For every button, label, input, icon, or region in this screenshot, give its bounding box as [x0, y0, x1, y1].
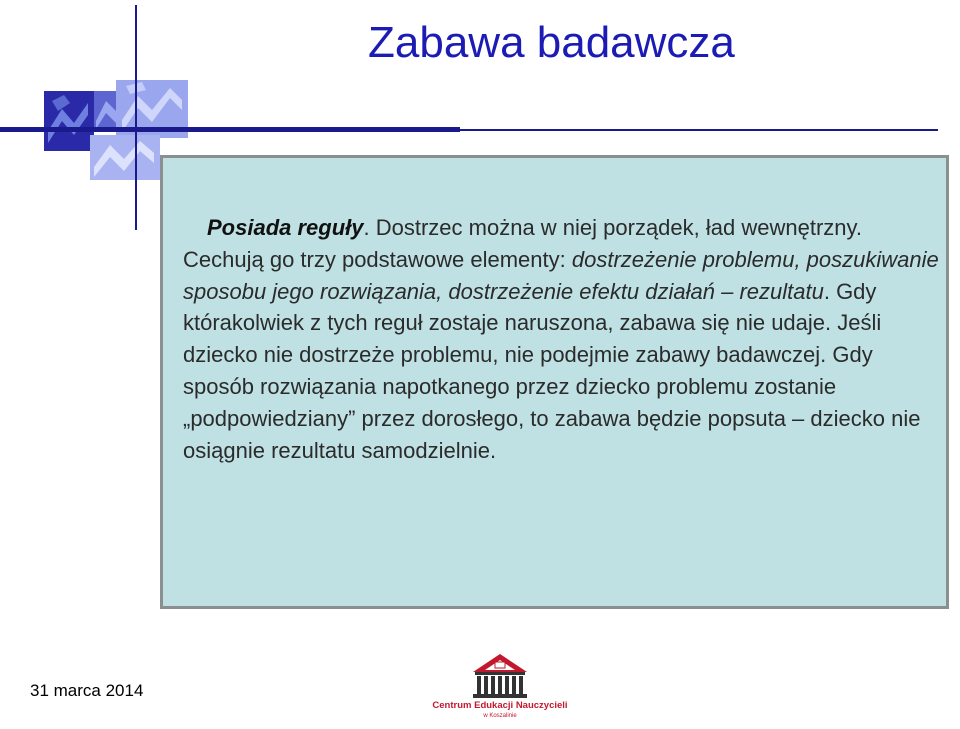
horizontal-accent-line-thick: [0, 127, 460, 132]
vertical-accent-line: [135, 5, 137, 230]
logo-name: Centrum Edukacji Nauczycieli: [432, 700, 568, 711]
elements-italic-text: dostrzeżenie problemu, poszukiwanie sposobu jego rozwiązania, dostrzeżenie efektu działań – rezultatu: [183, 246, 939, 304]
lead-bold-text: Posiada reguły: [207, 215, 364, 240]
slide-title: Zabawa badawcza: [368, 18, 735, 67]
logo-subtitle: w Koszalinie: [483, 713, 517, 719]
horizontal-accent-line-thin: [460, 129, 938, 131]
content-paragraph: [183, 212, 943, 466]
decor-tile-light-bottom: [90, 135, 160, 180]
body-text-part1: . Dostrzec można w niej porządek, ład wewnętrzny. Cechują go trzy podstawowe elementy:: [183, 215, 862, 272]
decor-tile-dark: [44, 91, 94, 151]
building-icon: [425, 648, 575, 700]
body-text-part2: . Gdy którakolwiek z tych reguł zostaje naruszona, zabawa się nie udaje. Jeśli dziecko nie dostrzeże problemu, nie podejmie zabawy badawczej. Gdy sposób rozwiązania napotkanego przez dziecko problemu zostanie „podpowiedziany” przez dorosłego, to zabawa będzie popsuta – dziecko nie osiągnie rezultatu samodzielnie.: [183, 278, 921, 463]
footer-date: 31 marca 2014: [30, 681, 144, 700]
